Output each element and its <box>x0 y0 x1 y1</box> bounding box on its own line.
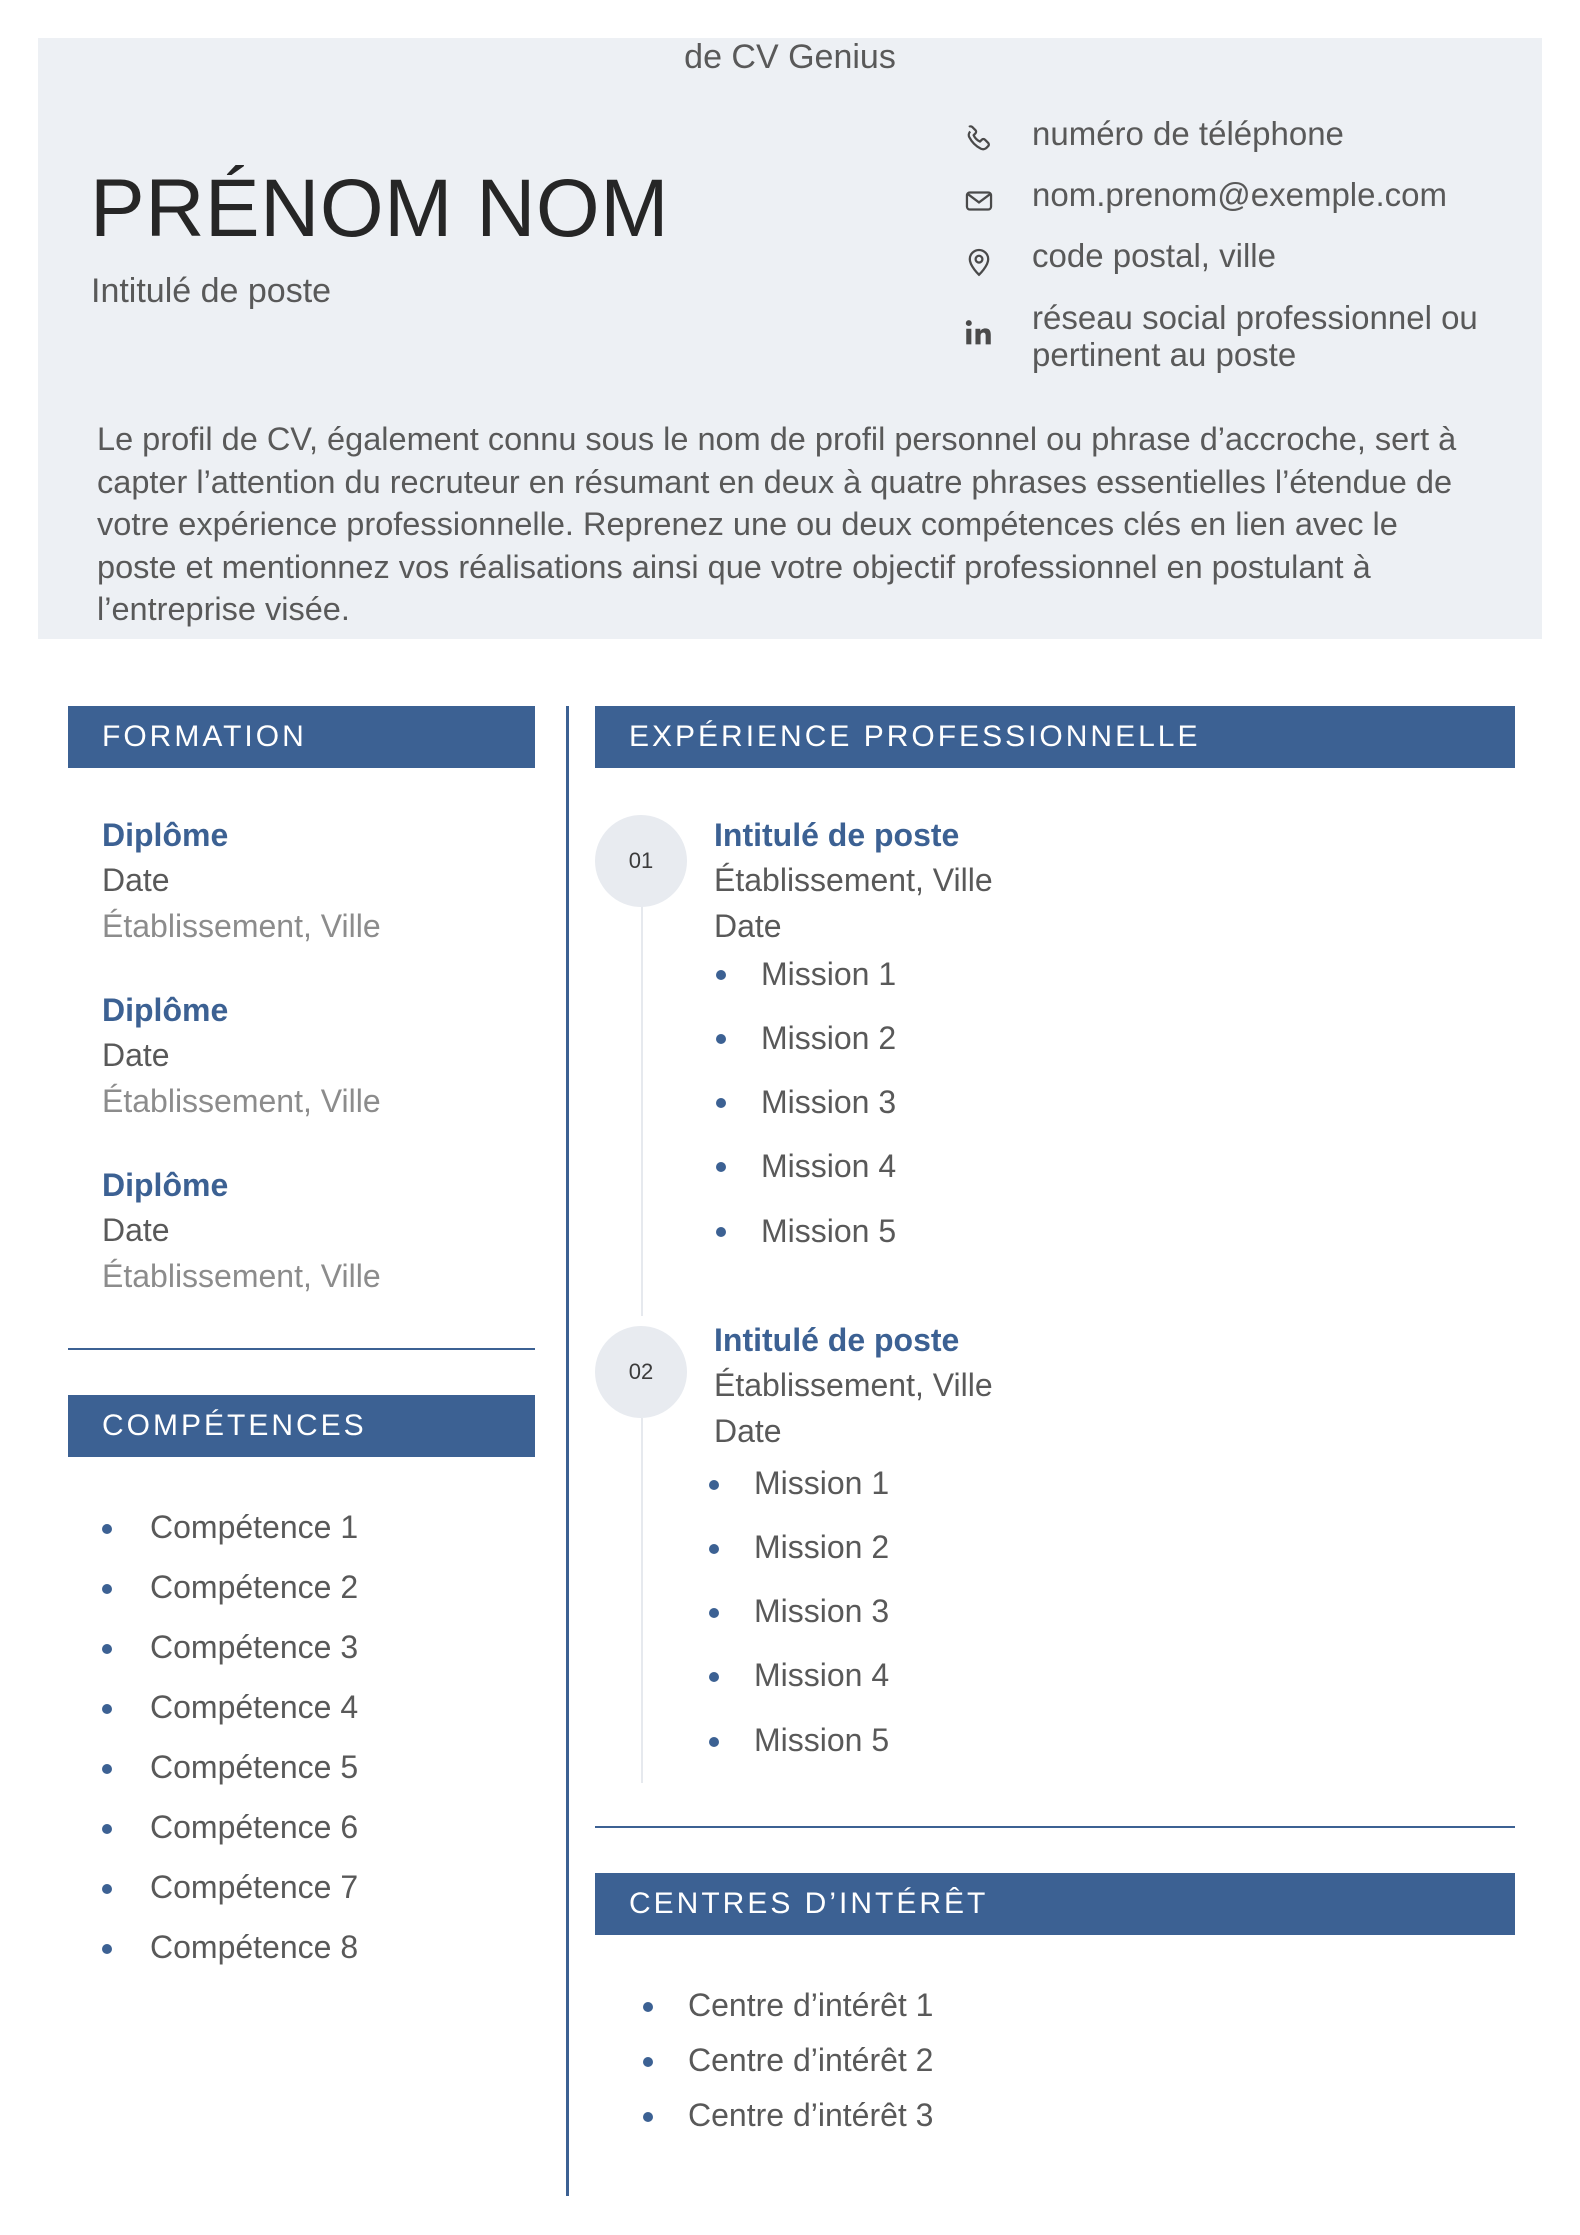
formation-date: Date <box>102 1212 170 1248</box>
contact-linkedin <box>1032 299 1478 373</box>
competence-label: Compétence 6 <box>150 1809 359 1845</box>
formation-institution: Établissement, Ville <box>102 1083 381 1119</box>
mission-label: Mission 1 <box>761 956 897 992</box>
experience-separator <box>595 1826 1515 1828</box>
bullet-icon <box>643 2112 653 2122</box>
formation-degree: Diplôme <box>102 1167 229 1203</box>
mail-icon <box>962 184 996 218</box>
bullet-icon <box>102 1644 112 1654</box>
competence-label: Compétence 4 <box>150 1689 359 1725</box>
mission-label: Mission 5 <box>754 1722 890 1758</box>
mission-label: Mission 2 <box>761 1020 897 1056</box>
bullet-icon <box>716 970 726 980</box>
job-number-badge: 02 <box>595 1326 687 1418</box>
bullet-icon <box>709 1608 719 1618</box>
interet-label: Centre d’intérêt 2 <box>688 2042 934 2078</box>
bullet-icon <box>102 1884 112 1894</box>
mission-label: Mission 5 <box>761 1213 897 1249</box>
competence-label: Compétence 1 <box>150 1509 359 1545</box>
bullet-icon <box>709 1672 719 1682</box>
competence-label: Compétence 5 <box>150 1749 359 1785</box>
competences-heading: COMPÉTENCES <box>68 1395 535 1457</box>
contact-address: code postal, ville <box>1032 237 1276 274</box>
linkedin-icon <box>962 316 996 350</box>
mission-label: Mission 3 <box>761 1084 897 1120</box>
bullet-icon <box>716 1227 726 1237</box>
job-date: Date <box>714 908 782 944</box>
job-company: Établissement, Ville <box>714 862 993 898</box>
profile-summary: Le profil de CV, également connu sous le nom de profil personnel ou phrase d’accroche, sert à capter l’attention du recruteur en résumant en deux à quatre phrases essentielles l’étendue de votre expérience professionnelle. Reprenez une ou deux compétences clés en lien avec le poste et mentionnez vos réalisations ainsi que votre objectif professionnel en postulant à l’entreprise visée. <box>97 421 1457 627</box>
bullet-icon <box>643 2002 653 2012</box>
bullet-icon <box>709 1737 719 1747</box>
contact-email: nom.prenom@exemple.com <box>1032 176 1447 213</box>
contact-phone: numéro de téléphone <box>1032 115 1344 152</box>
job-company: Établissement, Ville <box>714 1367 993 1403</box>
bullet-icon <box>709 1544 719 1554</box>
bullet-icon <box>102 1824 112 1834</box>
job-title: Intitulé de poste <box>714 817 960 853</box>
bullet-icon <box>709 1480 719 1490</box>
interet-label: Centre d’intérêt 3 <box>688 2097 934 2133</box>
bullet-icon <box>102 1944 112 1954</box>
formation-date: Date <box>102 1037 170 1073</box>
formation-institution: Établissement, Ville <box>102 1258 381 1294</box>
timeline-line <box>641 906 643 1316</box>
competence-label: Compétence 2 <box>150 1569 359 1605</box>
bullet-icon <box>643 2057 653 2067</box>
formation-date: Date <box>102 862 170 898</box>
job-number-badge: 01 <box>595 815 687 907</box>
phone-icon <box>962 122 996 156</box>
location-pin-icon <box>962 245 996 279</box>
bullet-icon <box>102 1524 112 1534</box>
contact-linkedin-line1: réseau social professionnel ou <box>1032 299 1478 336</box>
column-divider <box>566 706 569 2196</box>
bullet-icon <box>102 1704 112 1714</box>
formation-separator <box>68 1348 535 1350</box>
formation-degree: Diplôme <box>102 992 229 1028</box>
formation-institution: Établissement, Ville <box>102 908 381 944</box>
mission-label: Mission 4 <box>761 1148 897 1184</box>
mission-label: Mission 2 <box>754 1529 890 1565</box>
interet-label: Centre d’intérêt 1 <box>688 1987 934 2023</box>
contact-linkedin-line2: pertinent au poste <box>1032 336 1297 373</box>
bullet-icon <box>716 1162 726 1172</box>
competence-label: Compétence 3 <box>150 1629 359 1665</box>
competence-label: Compétence 7 <box>150 1869 359 1905</box>
mission-label: Mission 4 <box>754 1657 890 1693</box>
formation-heading: FORMATION <box>68 706 535 768</box>
interets-heading: CENTRES D’INTÉRÊT <box>595 1873 1515 1935</box>
bullet-icon <box>102 1584 112 1594</box>
mission-label: Mission 3 <box>754 1593 890 1629</box>
candidate-job-title: Intitulé de poste <box>91 272 332 310</box>
candidate-name: PRÉNOM NOM <box>90 163 669 254</box>
bullet-icon <box>102 1764 112 1774</box>
bullet-icon <box>716 1098 726 1108</box>
job-title: Intitulé de poste <box>714 1322 960 1358</box>
competence-label: Compétence 8 <box>150 1929 359 1965</box>
bullet-icon <box>716 1034 726 1044</box>
job-date: Date <box>714 1413 782 1449</box>
formation-degree: Diplôme <box>102 817 229 853</box>
experience-heading: EXPÉRIENCE PROFESSIONNELLE <box>595 706 1515 768</box>
template-source: de CV Genius <box>684 38 896 76</box>
timeline-line <box>641 1418 643 1783</box>
mission-label: Mission 1 <box>754 1465 890 1501</box>
